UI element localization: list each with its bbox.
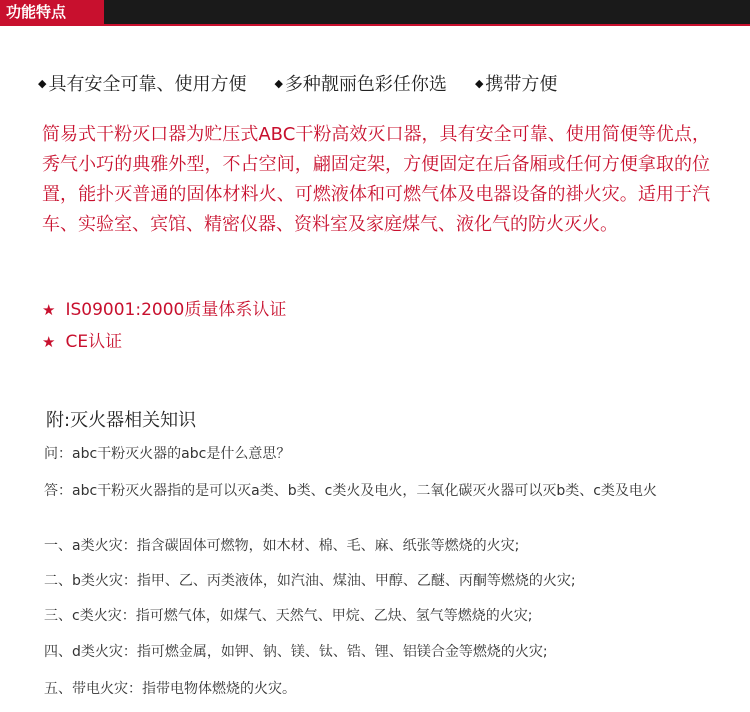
diamond-bullet-icon: ◆ xyxy=(474,76,484,90)
diamond-bullet-icon: ◆ xyxy=(274,76,283,90)
section-header-bar xyxy=(0,0,750,26)
feature-item xyxy=(475,70,557,96)
star-icon: ★ xyxy=(42,301,56,319)
feature-item xyxy=(274,70,446,96)
appendix-item: 四、d类火灾：指可燃金属，如钾、钠、镁、钛、锆、锂、铝镁合金等燃烧的火灾; xyxy=(44,644,548,660)
feature-label: 携带方便 xyxy=(485,74,558,95)
appendix-answer: 答：abc干粉灭火器指的是可以灭a类、b类、c类火及电火，二氧化碳灭火器可以灭b类、c类及电火 xyxy=(44,483,657,499)
appendix-item: 五、带电火灾：指带电物体燃烧的火灾。 xyxy=(44,681,296,697)
certification-item xyxy=(42,294,286,326)
feature-label: 多种靓丽色彩任你选 xyxy=(284,74,447,95)
certification-label: IS09001:2000质量体系认证 xyxy=(65,300,287,320)
feature-label: 具有安全可靠、使用方便 xyxy=(48,74,247,95)
section-title: 功能特点 xyxy=(0,0,104,24)
appendix-item: 二、b类火灾：指甲、乙、丙类液体，如汽油、煤油、甲醇、乙醚、丙酮等燃烧的火灾; xyxy=(44,573,576,589)
certification-label: CE认证 xyxy=(65,332,123,352)
certification-item xyxy=(42,326,286,358)
appendix-question: 问：abc干粉灭火器的abc是什么意思？ xyxy=(44,446,291,462)
appendix-item: 三、c类火灾：指可燃气体，如煤气、天然气、甲烷、乙炔、氢气等燃烧的火灾; xyxy=(44,608,533,624)
appendix-title: 附:灭火器相关知识 xyxy=(46,410,197,431)
feature-list xyxy=(38,72,585,94)
diamond-bullet-icon: ◆ xyxy=(38,76,47,90)
feature-item xyxy=(38,70,246,96)
certification-list xyxy=(42,294,286,358)
appendix-item: 一、a类火灾：指含碳固体可燃物，如木材、棉、毛、麻、纸张等燃烧的火灾; xyxy=(44,538,520,554)
star-icon: ★ xyxy=(42,333,56,351)
product-description: 简易式干粉灭口器为贮压式ABC干粉高效灭口器，具有安全可靠、使用简便等优点，秀气小巧的典雅外型，不占空间，翩固定架，方便固定在后备厢或任何方便拿取的位置，能扑灭普通的固体材料火、可燃液体和可燃气体及电器设备的褂火灾。适用于汽车、实验室、宾馆、精密仪器、资料室及家庭煤气、液化气的防火灭火。 xyxy=(42,124,710,235)
